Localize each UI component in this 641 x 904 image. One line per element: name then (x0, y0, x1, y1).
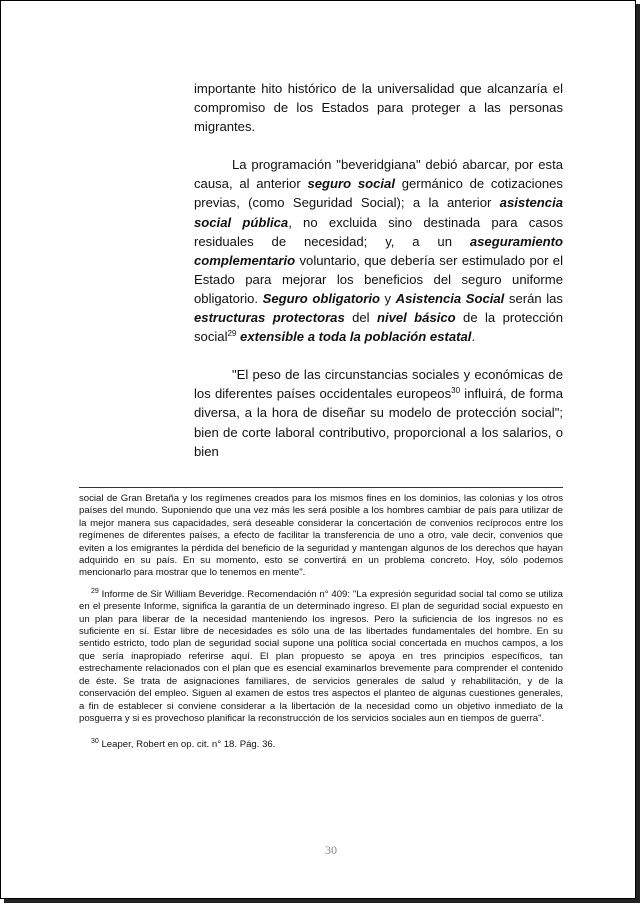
p2-text-4: voluntario, que debería ser estimulado por el Estado para mejorar los beneficios del seguro uniforme obligatorio. (194, 252, 563, 306)
footnote-30-number: 30 (91, 738, 99, 746)
p2-text-6: serán las (504, 290, 563, 306)
footnote-ref-29[interactable]: 29 (227, 329, 237, 339)
p2-bold-5: Asistencia Social (395, 290, 505, 306)
footnote-29-number: 29 (91, 587, 99, 595)
p2-text-8: de la protección social (194, 310, 563, 345)
footnote-29 (79, 589, 563, 725)
footnote-30-text: Leaper, Robert en op. cit. n° 18. Pág. 36. (98, 739, 276, 751)
p2-bold-6: estructuras protectoras (194, 310, 345, 326)
p2-bold-7: nivel básico (376, 310, 456, 326)
page-number: 30 (325, 843, 337, 857)
footnote-29-text: Informe de Sir William Beveridge. Recomendación n° 409: "La expresión seguridad social tal como se utiliza en el presente Informe, significa la garantía de un determinado ingreso. El plan de seguridad social expuesto en un plan para liberar de la necesidad manteniendo los ingresos. Pero la suficiencia de los ingresos no es suficiente en sí. Estar libre de necesidades es sólo una de las libertades fundamentales del hombre. En su sentido estricto, todo plan de seguridad social supone una política social concertada en muchos campos, a los que sería inapropiado referirse aquí. El plan propuesto se apoya en tres principios específicos, tan estrechamente relacionados con el plan que es esencial examinarlos brevemente para comprender el contenido de éste. Se trata de asignaciones familiares, de servicios generales de salud y rehabilitación, y de la conservación del empleo. Siguen al examen de estos tres aspectos el planteo de algunas cuestiones generales, a fin de establecer si conviene considerar a la libertación de la necesidad como un objetivo inmediato de la posguerra y si es provechoso planificar la reconstrucción de los servicios sociales aun en tiempos de guerra". (79, 588, 563, 724)
footnote-ref-30[interactable]: 30 (451, 386, 461, 396)
p2-bold-8: extensible a toda la población estatal (240, 329, 472, 345)
footnote-separator (79, 487, 563, 488)
footnote-continuation: social de Gran Bretaña y los regímenes creados para los mismos fines en los dominios, las colonias y los otros países del mundo. Suponiendo que una vez más les será posible a los hombres cambiar de país para utilizar de la mejor manera sus capacidades, será deseable considerar la concertación de convenios recíprocos entre los regímenes de diferentes países, a efecto de facilitar la transferencia de uno a otro, vale decir, convenios que eviten a los emigrantes la pérdida del beneficio de la seguridad y mantengan algunos de los derechos que hayan adquirido en su país. En su momento, esto se convertirá en un problema concreto. Hoy, sólo podemos mencionarlo para mostrar que lo tenemos en mente". (79, 493, 563, 579)
p2-text-1: La programación "beveridgiana" debió abarcar, por esta causa, al anterior (194, 157, 563, 192)
p2-text-5: y (379, 290, 396, 306)
p2-bold-1: seguro social (307, 176, 395, 192)
footnote-30 (79, 739, 563, 751)
p2-text-2: germánico de cotizaciones previas, (como Seguridad Social); a la anterior (194, 176, 563, 211)
p2-bold-4: Seguro obligatorio (262, 290, 380, 306)
p3-text-1: "El peso de las circunstancias sociales y económicas de los diferentes países occidentales europeos (194, 367, 563, 402)
footnotes (79, 493, 563, 752)
paragraph-1: importante hito histórico de la universalidad que alcanzaría el compromiso de los Estados para proteger a las personas migrantes. (194, 81, 563, 135)
p2-bold-3: aseguramiento complementario (194, 233, 563, 268)
paragraph-3 (194, 365, 563, 460)
p2-text-7: del (344, 310, 377, 326)
p2-bold-2: asistencia social pública (194, 195, 563, 230)
body-text (194, 79, 563, 461)
p2-text-3: , no excluida sino destinada para casos residuales de necesidad; y, a un (194, 214, 563, 249)
p3-text-2: influirá, de forma diversa, a la hora de diseñar su modelo de protección social"; bien de corte laboral contributivo, proporcional a los salarios, o bien (194, 386, 563, 459)
p2-text-10: . (471, 329, 476, 345)
paragraph-2 (194, 155, 563, 346)
